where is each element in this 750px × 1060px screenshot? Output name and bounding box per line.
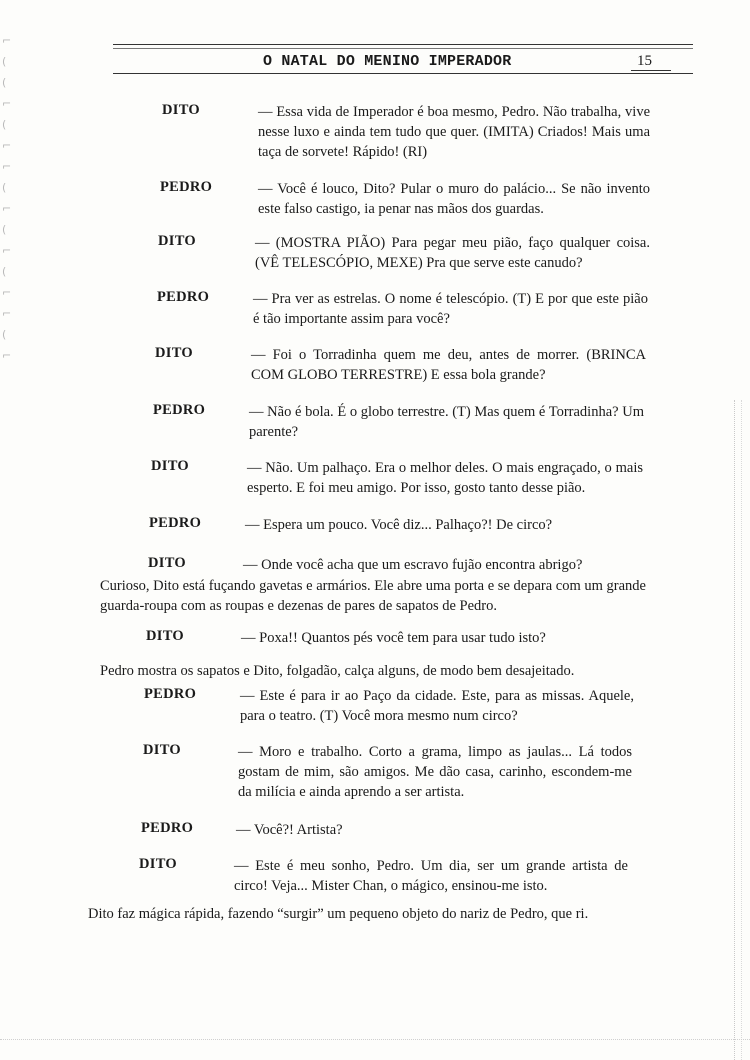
dialogue-line: — Moro e trabalho. Corto a grama, limpo as jaulas... Lá todos gostam de mim, são amigos. Me dão casa, carinho, escondem-me da milícia e ainda aprendo a ser artista. [238,744,632,800]
speaker-name: DITO [146,628,185,644]
stage-direction: Pedro mostra os sapatos e Dito, folgadão, calça alguns, de modo bem desajeitado. [100,663,575,679]
dialogue-line: — (MOSTRA PIÃO) Para pegar meu pião, faço qualquer coisa. (VÊ TELESCÓPIO, MEXE) Pra que serve este canudo? [255,235,650,271]
speaker-name: PEDRO [144,686,197,702]
scan-right-edge [734,400,742,1060]
dialogue-line: — Este é meu sonho, Pedro. Um dia, ser um grande artista de circo! Veja... Mister Chan, o mágico, ensinou-me isto. [234,858,628,894]
dialogue-line: — Este é para ir ao Paço da cidade. Este, para as missas. Aquele, para o teatro. (T) Você mora mesmo num circo? [240,688,634,724]
dialogue-line: — Poxa!! Quantos pés você tem para usar tudo isto? [241,630,546,646]
stage-direction: Dito faz mágica rápida, fazendo “surgir” um pequeno objeto do nariz de Pedro, que ri. [88,906,589,922]
speaker-name: DITO [151,458,190,474]
dialogue-line: — Essa vida de Imperador é boa mesmo, Pedro. Não trabalha, vive nesse luxo e ainda tem tudo que quer. (IMITA) Criados! Mais uma taça de sorvete! Rápido! (RI) [258,104,650,160]
speaker-name: DITO [162,102,201,118]
scan-margin-marks: ⌐ ( ( ⌐ ( ⌐ ⌐ ( ⌐ ( ⌐ ( ⌐ ⌐ ( ⌐ [2,34,12,362]
speaker-name: DITO [148,555,187,571]
header-top-rule [113,44,693,49]
speaker-name: PEDRO [149,515,202,531]
speaker-name: DITO [139,856,178,872]
speaker-name: DITO [143,742,182,758]
speaker-name: PEDRO [141,820,194,836]
dialogue-line: — Não. Um palhaço. Era o melhor deles. O mais engraçado, o mais esperto. E foi meu amigo. Por isso, gosto tanto desse pião. [247,460,643,496]
dialogue-line: — Onde você acha que um escravo fujão encontra abrigo? [243,557,583,573]
page-number: 15 [637,53,652,69]
speaker-name: DITO [155,345,194,361]
dialogue-line: — Pra ver as estrelas. O nome é telescópio. (T) E por que este pião é tão importante assim para você? [253,291,648,327]
stage-direction: Curioso, Dito está fuçando gavetas e armários. Ele abre uma porta e se depara com um grande guarda-roupa com as roupas e dezenas de pares de sapatos de Pedro. [100,578,646,614]
speaker-name: DITO [158,233,197,249]
speaker-name: PEDRO [153,402,206,418]
speaker-name: PEDRO [160,179,213,195]
header-bottom-rule [113,73,693,74]
dialogue-line: — Você é louco, Dito? Pular o muro do palácio... Se não invento este falso castigo, ia penar nas mãos dos guardas. [258,181,650,217]
dialogue-line: — Você?! Artista? [236,822,343,838]
header-title: O NATAL DO MENINO IMPERADOR [263,53,512,70]
page-number-underline [631,70,671,71]
scan-bottom-edge [0,1039,750,1040]
dialogue-line: — Espera um pouco. Você diz... Palhaço?! De circo? [245,517,553,533]
dialogue-line: — Não é bola. É o globo terrestre. (T) Mas quem é Torradinha? Um parente? [249,404,644,440]
dialogue-line: — Foi o Torradinha quem me deu, antes de morrer. (BRINCA COM GLOBO TERRESTRE) E essa bola grande? [251,347,646,383]
running-header [113,44,693,74]
speaker-name: PEDRO [157,289,210,305]
